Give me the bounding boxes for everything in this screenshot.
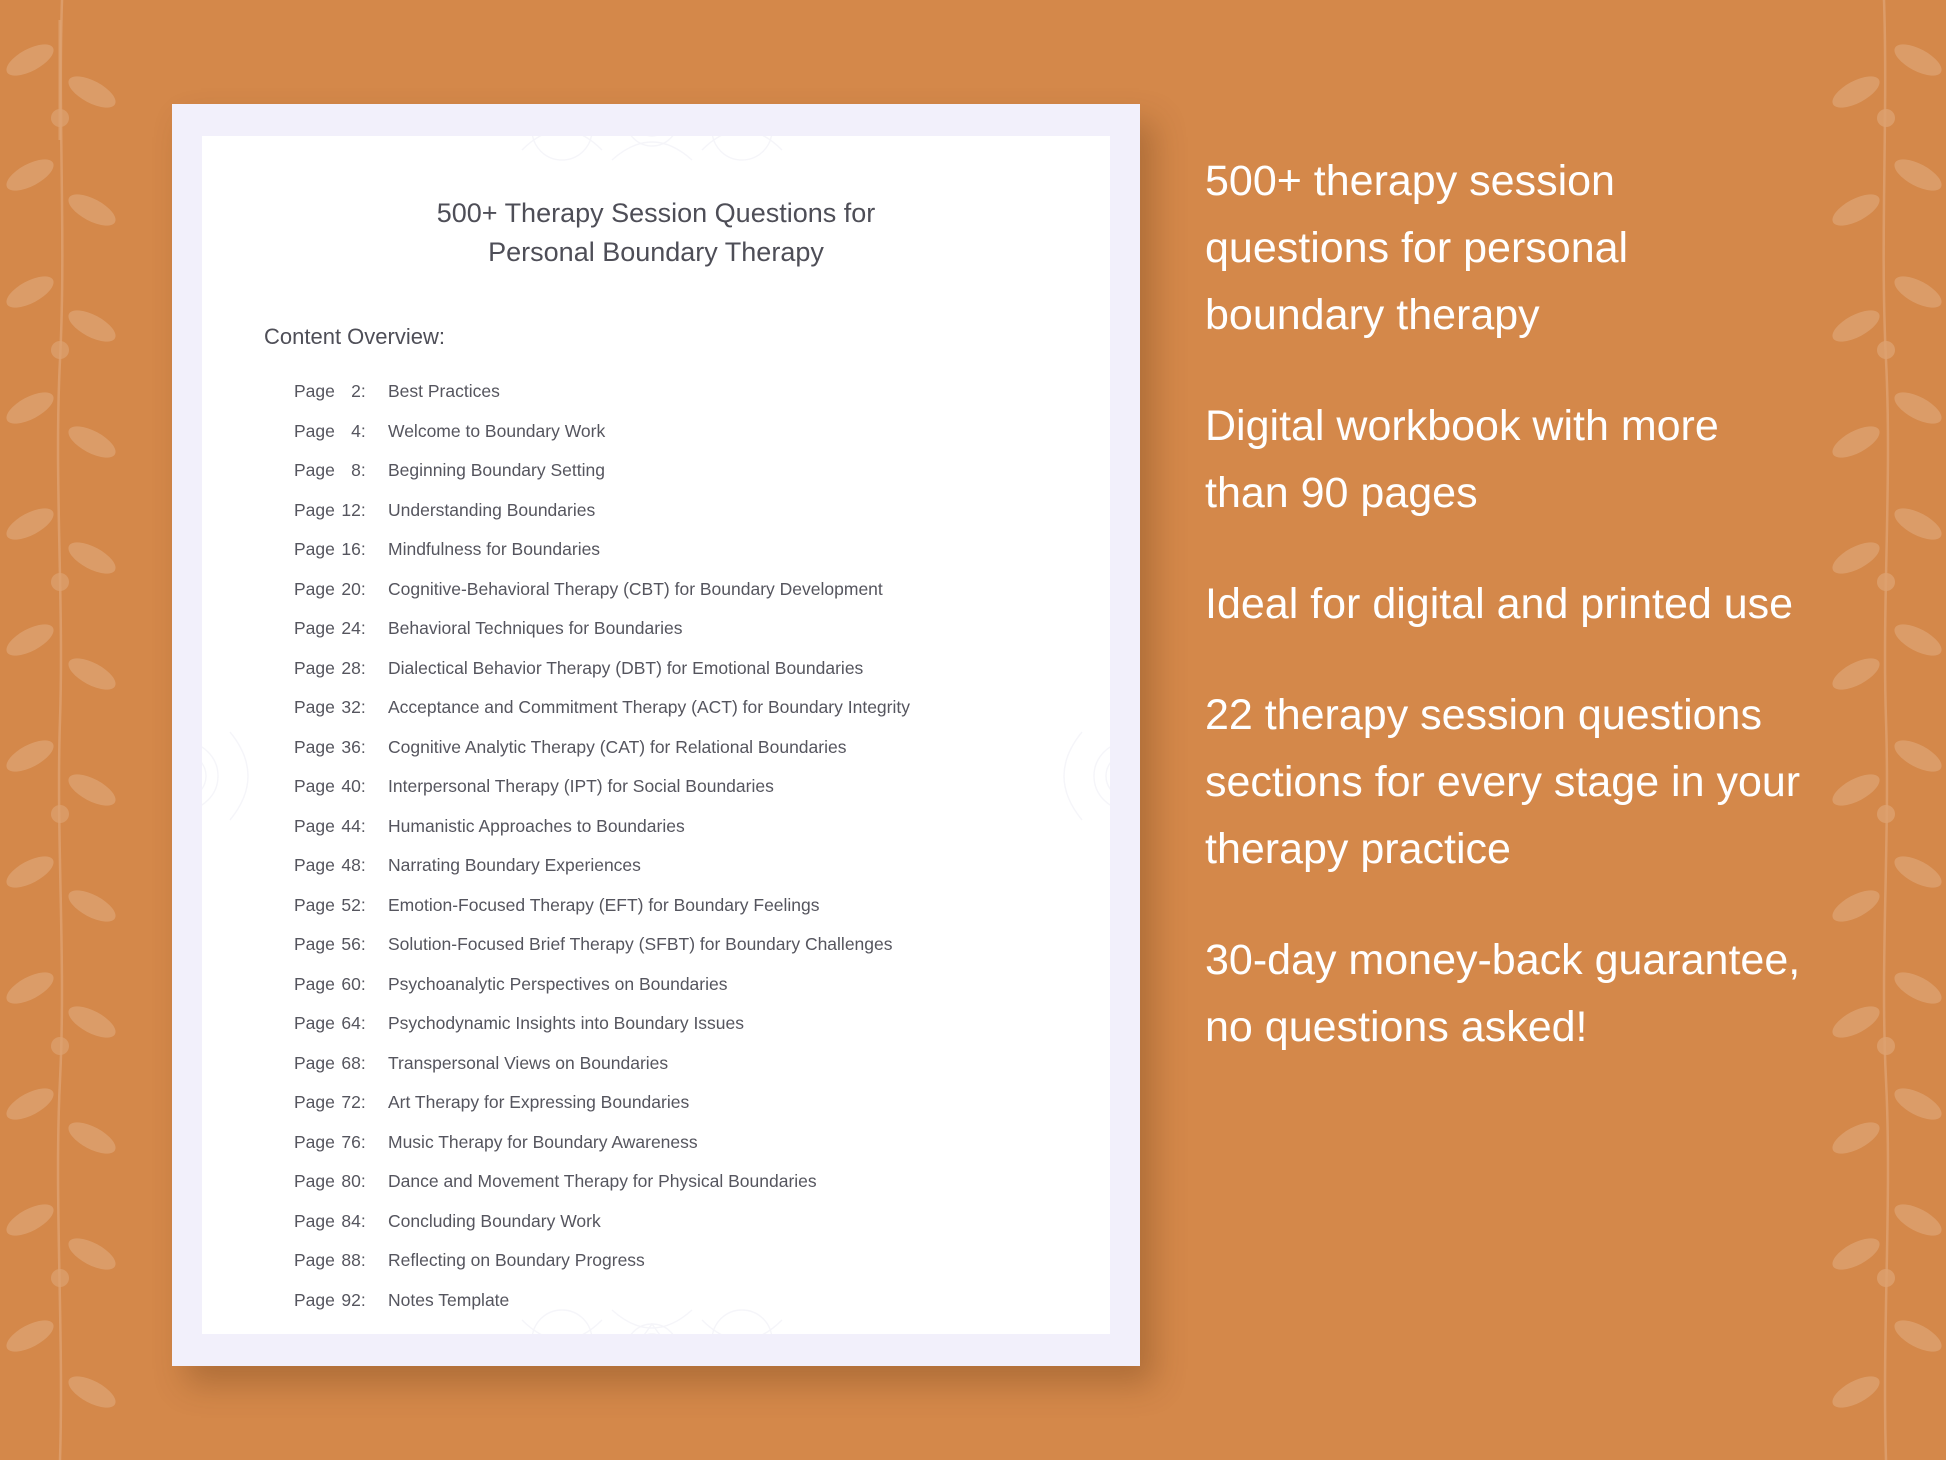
toc-row xyxy=(294,530,1110,570)
toc-row xyxy=(294,372,1110,412)
toc-page-value: 88 xyxy=(341,1250,361,1270)
toc-page-value: 16 xyxy=(341,539,361,559)
toc-page-value: 2 xyxy=(351,381,361,401)
toc-row xyxy=(294,846,1110,886)
toc-row xyxy=(294,1004,1110,1044)
toc-page-value: 32 xyxy=(341,697,361,717)
toc-row xyxy=(294,412,1110,452)
toc-row xyxy=(294,1281,1110,1321)
toc-page-value: 72 xyxy=(341,1092,361,1112)
toc-page-word: Page xyxy=(294,815,335,836)
toc-page-number: Page 76: xyxy=(294,1123,380,1163)
toc-page-value: 80 xyxy=(341,1171,361,1191)
toc-row xyxy=(294,807,1110,847)
toc-page-word: Page xyxy=(294,1092,335,1112)
toc-page-word: Page xyxy=(294,657,335,678)
document-page xyxy=(202,136,1110,1334)
toc-page-value: 28 xyxy=(341,657,361,678)
toc-entry-label: Solution-Focused Brief Therapy (SFBT) for Boundary Challenges xyxy=(388,934,893,954)
toc-entry-label: Art Therapy for Expressing Boundaries xyxy=(388,1092,690,1112)
toc-page-number: Page 84: xyxy=(294,1202,380,1242)
toc-page-value: 60 xyxy=(341,973,361,994)
toc-page-value: 52 xyxy=(341,894,361,915)
toc-page-word: Page xyxy=(294,420,335,441)
toc-row xyxy=(294,965,1110,1005)
toc-page-value: 48 xyxy=(341,855,361,875)
toc-entry-label: Cognitive-Behavioral Therapy (CBT) for Boundary Development xyxy=(388,578,883,599)
toc-page-value: 4 xyxy=(351,420,361,441)
toc-page-number: Page 16: xyxy=(294,530,380,570)
promo-line: 30-day money-back guarantee, no questions asked! xyxy=(1205,936,1801,1051)
toc-page-word: Page xyxy=(294,1289,335,1310)
toc-row xyxy=(294,1083,1110,1123)
floral-border-right xyxy=(1826,0,1946,1460)
toc-row xyxy=(294,609,1110,649)
toc-page-word: Page xyxy=(294,697,335,717)
toc-page-word: Page xyxy=(294,736,335,757)
toc-page-value: 20 xyxy=(341,578,361,599)
toc-page-value: 56 xyxy=(341,934,361,954)
toc-entry-label: Cognitive Analytic Therapy (CAT) for Relational Boundaries xyxy=(388,736,847,757)
toc-page-word: Page xyxy=(294,1171,335,1191)
document-title-line-1: 500+ Therapy Session Questions for xyxy=(436,198,876,228)
toc-entry-label: Best Practices xyxy=(388,381,500,401)
toc-entry-label: Mindfulness for Boundaries xyxy=(388,539,601,559)
mandala-watermark-left xyxy=(202,696,274,856)
toc-page-word: Page xyxy=(294,776,335,796)
toc-entry-label: Beginning Boundary Setting xyxy=(388,460,605,480)
toc-page-value: 36 xyxy=(341,736,361,757)
toc-row xyxy=(294,451,1110,491)
toc-page-word: Page xyxy=(294,1210,335,1231)
toc-entry-label: Understanding Boundaries xyxy=(388,499,596,520)
toc-page-value: 68 xyxy=(341,1052,361,1073)
toc-page-word: Page xyxy=(294,618,335,638)
toc-page-number: Page 88: xyxy=(294,1241,380,1281)
toc-page-number: Page 56: xyxy=(294,925,380,965)
toc-page-word: Page xyxy=(294,1131,335,1152)
toc-page-number: Page 36: xyxy=(294,728,380,768)
promo-line: 22 therapy session questions sections for every stage in your therapy practice xyxy=(1205,691,1801,873)
toc-page-value: 24 xyxy=(341,618,361,638)
toc-page-number: Page 4: xyxy=(294,412,380,452)
document-title-line-2: Personal Boundary Therapy xyxy=(488,237,824,267)
toc-row xyxy=(294,1123,1110,1163)
promo-line: Ideal for digital and printed use xyxy=(1205,580,1794,628)
toc-page-value: 92 xyxy=(341,1289,361,1310)
document-title xyxy=(292,194,1020,272)
toc-page-word: Page xyxy=(294,894,335,915)
promo-line: 500+ therapy session questions for personal boundary therapy xyxy=(1205,157,1629,339)
toc-page-value: 44 xyxy=(341,815,361,836)
toc-entry-label: Psychoanalytic Perspectives on Boundaries xyxy=(388,973,728,994)
toc-entry-label: Dialectical Behavior Therapy (DBT) for Emotional Boundaries xyxy=(388,657,864,678)
toc-page-value: 84 xyxy=(341,1210,361,1231)
toc-page-value: 8 xyxy=(351,460,361,480)
toc-page-number: Page 28: xyxy=(294,649,380,689)
toc-row xyxy=(294,570,1110,610)
content-overview-label: Content Overview: xyxy=(264,324,445,349)
toc-page-word: Page xyxy=(294,1052,335,1073)
toc-page-word: Page xyxy=(294,381,335,401)
toc-page-number: Page 80: xyxy=(294,1162,380,1202)
toc-page-number: Page 2: xyxy=(294,372,380,412)
toc-row xyxy=(294,1162,1110,1202)
toc-page-value: 12 xyxy=(341,499,361,520)
toc-page-number: Page 52: xyxy=(294,886,380,926)
toc-row xyxy=(294,886,1110,926)
floral-border-left xyxy=(0,0,120,1460)
toc-entry-label: Behavioral Techniques for Boundaries xyxy=(388,618,683,638)
toc-entry-label: Concluding Boundary Work xyxy=(388,1210,601,1231)
toc-row xyxy=(294,925,1110,965)
toc-entry-label: Welcome to Boundary Work xyxy=(388,420,606,441)
toc-entry-label: Music Therapy for Boundary Awareness xyxy=(388,1131,698,1152)
toc-page-value: 40 xyxy=(341,776,361,796)
toc-page-value: 76 xyxy=(341,1131,361,1152)
toc-entry-label: Reflecting on Boundary Progress xyxy=(388,1250,645,1270)
toc-page-value: 64 xyxy=(341,1013,361,1033)
toc-page-word: Page xyxy=(294,973,335,994)
toc-entry-label: Emotion-Focused Therapy (EFT) for Boundary Feelings xyxy=(388,894,820,915)
toc-row xyxy=(294,1241,1110,1281)
toc-page-number: Page 8: xyxy=(294,451,380,491)
toc-row xyxy=(294,1202,1110,1242)
toc-page-number: Page 32: xyxy=(294,688,380,728)
toc-page-word: Page xyxy=(294,1013,335,1033)
toc-page-word: Page xyxy=(294,460,335,480)
toc-entry-label: Interpersonal Therapy (IPT) for Social Boundaries xyxy=(388,776,774,796)
toc-page-number: Page 40: xyxy=(294,767,380,807)
toc-row xyxy=(294,767,1110,807)
toc-entry-label: Psychodynamic Insights into Boundary Issues xyxy=(388,1013,745,1033)
toc-page-number: Page 48: xyxy=(294,846,380,886)
toc-page-word: Page xyxy=(294,1250,335,1270)
promo-line: Digital workbook with more than 90 pages xyxy=(1205,402,1719,517)
toc-page-number: Page 92: xyxy=(294,1281,380,1321)
toc-page-number: Page 64: xyxy=(294,1004,380,1044)
table-of-contents xyxy=(294,372,1110,1320)
toc-page-word: Page xyxy=(294,578,335,599)
toc-entry-label: Narrating Boundary Experiences xyxy=(388,855,641,875)
document-preview xyxy=(172,104,1140,1366)
toc-page-number: Page 24: xyxy=(294,609,380,649)
toc-page-word: Page xyxy=(294,539,335,559)
toc-row xyxy=(294,1044,1110,1084)
toc-entry-label: Transpersonal Views on Boundaries xyxy=(388,1052,669,1073)
toc-page-number: Page 12: xyxy=(294,491,380,531)
toc-row xyxy=(294,649,1110,689)
toc-row xyxy=(294,728,1110,768)
toc-page-word: Page xyxy=(294,855,335,875)
toc-entry-label: Acceptance and Commitment Therapy (ACT) for Boundary Integrity xyxy=(388,697,910,717)
toc-entry-label: Notes Template xyxy=(388,1289,510,1310)
toc-page-number: Page 68: xyxy=(294,1044,380,1084)
toc-entry-label: Humanistic Approaches to Boundaries xyxy=(388,815,685,836)
toc-page-word: Page xyxy=(294,934,335,954)
toc-page-number: Page 20: xyxy=(294,570,380,610)
toc-row xyxy=(294,491,1110,531)
toc-entry-label: Dance and Movement Therapy for Physical Boundaries xyxy=(388,1171,817,1191)
toc-page-word: Page xyxy=(294,499,335,520)
toc-page-number: Page 44: xyxy=(294,807,380,847)
toc-row xyxy=(294,688,1110,728)
toc-page-number: Page 60: xyxy=(294,965,380,1005)
toc-page-number: Page 72: xyxy=(294,1083,380,1123)
promo-text-column xyxy=(1205,148,1805,1061)
